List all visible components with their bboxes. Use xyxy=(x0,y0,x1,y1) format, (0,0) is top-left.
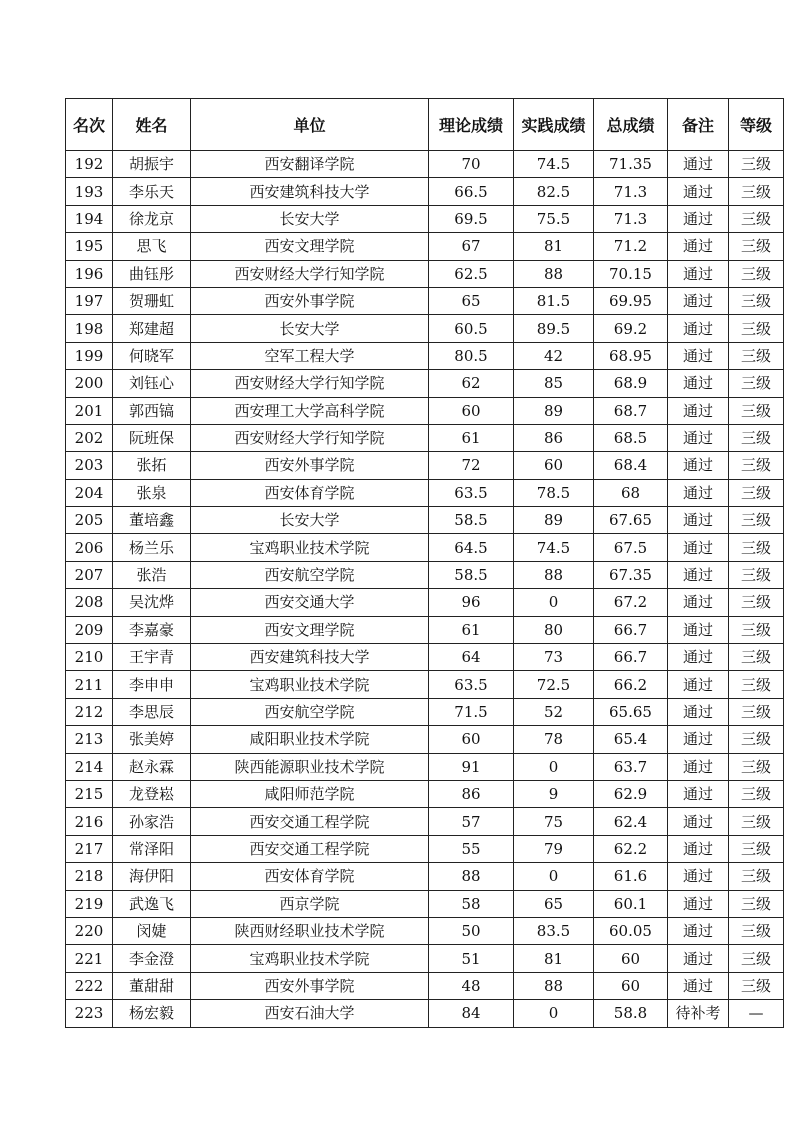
cell-unit: 西安石油大学 xyxy=(191,1000,429,1027)
cell-practice-score: 89.5 xyxy=(514,315,594,342)
cell-unit: 西安交通工程学院 xyxy=(191,808,429,835)
cell-total-score: 71.3 xyxy=(594,205,668,232)
cell-remark: 通过 xyxy=(668,260,729,287)
cell-practice-score: 9 xyxy=(514,780,594,807)
results-table xyxy=(65,98,784,1028)
cell-total-score: 61.6 xyxy=(594,863,668,890)
cell-theory-score: 61 xyxy=(429,616,514,643)
cell-remark: 通过 xyxy=(668,808,729,835)
cell-theory-score: 51 xyxy=(429,945,514,972)
cell-level: 三级 xyxy=(729,370,784,397)
cell-level: 三级 xyxy=(729,698,784,725)
cell-name: 郭西镐 xyxy=(113,397,191,424)
table-row xyxy=(66,1000,784,1027)
cell-total-score: 60 xyxy=(594,945,668,972)
cell-rank: 213 xyxy=(66,726,113,753)
cell-practice-score: 81 xyxy=(514,233,594,260)
cell-rank: 198 xyxy=(66,315,113,342)
cell-theory-score: 64.5 xyxy=(429,534,514,561)
cell-remark: 通过 xyxy=(668,753,729,780)
cell-unit: 西安外事学院 xyxy=(191,972,429,999)
table-row xyxy=(66,205,784,232)
table-row xyxy=(66,342,784,369)
cell-remark: 通过 xyxy=(668,507,729,534)
cell-rank: 195 xyxy=(66,233,113,260)
cell-rank: 215 xyxy=(66,780,113,807)
cell-level: 三级 xyxy=(729,863,784,890)
cell-remark: 通过 xyxy=(668,972,729,999)
cell-name: 董甜甜 xyxy=(113,972,191,999)
cell-name: 李申申 xyxy=(113,671,191,698)
header-unit: 单位 xyxy=(191,99,429,151)
cell-total-score: 68.9 xyxy=(594,370,668,397)
cell-practice-score: 74.5 xyxy=(514,151,594,178)
cell-rank: 196 xyxy=(66,260,113,287)
cell-remark: 通过 xyxy=(668,534,729,561)
cell-unit: 西安外事学院 xyxy=(191,452,429,479)
cell-remark: 通过 xyxy=(668,479,729,506)
cell-theory-score: 88 xyxy=(429,863,514,890)
cell-practice-score: 73 xyxy=(514,644,594,671)
cell-rank: 208 xyxy=(66,589,113,616)
cell-level: 三级 xyxy=(729,178,784,205)
cell-practice-score: 89 xyxy=(514,507,594,534)
cell-practice-score: 78.5 xyxy=(514,479,594,506)
cell-practice-score: 42 xyxy=(514,342,594,369)
table-row xyxy=(66,698,784,725)
cell-practice-score: 82.5 xyxy=(514,178,594,205)
cell-theory-score: 50 xyxy=(429,917,514,944)
cell-practice-score: 0 xyxy=(514,1000,594,1027)
cell-practice-score: 0 xyxy=(514,589,594,616)
cell-level: 三级 xyxy=(729,671,784,698)
cell-theory-score: 91 xyxy=(429,753,514,780)
table-row xyxy=(66,507,784,534)
cell-name: 李嘉豪 xyxy=(113,616,191,643)
cell-name: 武逸飞 xyxy=(113,890,191,917)
cell-level: 三级 xyxy=(729,315,784,342)
cell-level: 三级 xyxy=(729,561,784,588)
cell-total-score: 60.1 xyxy=(594,890,668,917)
cell-rank: 216 xyxy=(66,808,113,835)
cell-level: 三级 xyxy=(729,534,784,561)
cell-theory-score: 61 xyxy=(429,424,514,451)
cell-theory-score: 84 xyxy=(429,1000,514,1027)
table-row xyxy=(66,589,784,616)
cell-name: 闵婕 xyxy=(113,917,191,944)
cell-unit: 宝鸡职业技术学院 xyxy=(191,945,429,972)
cell-practice-score: 85 xyxy=(514,370,594,397)
header-rank: 名次 xyxy=(66,99,113,151)
cell-name: 杨宏毅 xyxy=(113,1000,191,1027)
table-row xyxy=(66,479,784,506)
cell-rank: 206 xyxy=(66,534,113,561)
cell-practice-score: 88 xyxy=(514,260,594,287)
cell-rank: 203 xyxy=(66,452,113,479)
cell-unit: 咸阳师范学院 xyxy=(191,780,429,807)
cell-total-score: 68.95 xyxy=(594,342,668,369)
cell-unit: 长安大学 xyxy=(191,507,429,534)
cell-rank: 192 xyxy=(66,151,113,178)
cell-total-score: 67.2 xyxy=(594,589,668,616)
table-row xyxy=(66,561,784,588)
cell-unit: 西安交通工程学院 xyxy=(191,835,429,862)
cell-total-score: 62.9 xyxy=(594,780,668,807)
table-row xyxy=(66,287,784,314)
cell-remark: 通过 xyxy=(668,698,729,725)
cell-name: 常泽阳 xyxy=(113,835,191,862)
cell-name: 王宇青 xyxy=(113,644,191,671)
cell-level: 三级 xyxy=(729,397,784,424)
cell-name: 张浩 xyxy=(113,561,191,588)
cell-unit: 空军工程大学 xyxy=(191,342,429,369)
cell-theory-score: 62 xyxy=(429,370,514,397)
cell-name: 郑建超 xyxy=(113,315,191,342)
cell-remark: 通过 xyxy=(668,589,729,616)
cell-rank: 201 xyxy=(66,397,113,424)
cell-name: 贺珊虹 xyxy=(113,287,191,314)
cell-name: 孙家浩 xyxy=(113,808,191,835)
table-row xyxy=(66,835,784,862)
cell-theory-score: 60 xyxy=(429,397,514,424)
table-row xyxy=(66,424,784,451)
cell-name: 何晓军 xyxy=(113,342,191,369)
cell-practice-score: 88 xyxy=(514,561,594,588)
cell-unit: 西安财经大学行知学院 xyxy=(191,370,429,397)
cell-rank: 193 xyxy=(66,178,113,205)
cell-practice-score: 72.5 xyxy=(514,671,594,698)
cell-theory-score: 96 xyxy=(429,589,514,616)
cell-level: 三级 xyxy=(729,233,784,260)
cell-unit: 西安建筑科技大学 xyxy=(191,178,429,205)
cell-unit: 西安理工大学高科学院 xyxy=(191,397,429,424)
cell-level: — xyxy=(729,1000,784,1027)
cell-remark: 通过 xyxy=(668,315,729,342)
cell-remark: 通过 xyxy=(668,287,729,314)
cell-total-score: 67.5 xyxy=(594,534,668,561)
cell-total-score: 62.4 xyxy=(594,808,668,835)
cell-name: 阮班保 xyxy=(113,424,191,451)
cell-total-score: 65.65 xyxy=(594,698,668,725)
cell-rank: 217 xyxy=(66,835,113,862)
cell-rank: 218 xyxy=(66,863,113,890)
cell-level: 三级 xyxy=(729,589,784,616)
cell-name: 张拓 xyxy=(113,452,191,479)
cell-name: 张美婷 xyxy=(113,726,191,753)
cell-name: 吴沈烨 xyxy=(113,589,191,616)
header-row xyxy=(66,99,784,151)
cell-remark: 通过 xyxy=(668,370,729,397)
cell-total-score: 66.7 xyxy=(594,644,668,671)
cell-remark: 通过 xyxy=(668,835,729,862)
table-body xyxy=(66,151,784,1028)
cell-level: 三级 xyxy=(729,205,784,232)
cell-theory-score: 58.5 xyxy=(429,561,514,588)
cell-theory-score: 62.5 xyxy=(429,260,514,287)
cell-theory-score: 58.5 xyxy=(429,507,514,534)
cell-remark: 通过 xyxy=(668,178,729,205)
header-total-score: 总成绩 xyxy=(594,99,668,151)
cell-total-score: 71.2 xyxy=(594,233,668,260)
cell-remark: 通过 xyxy=(668,917,729,944)
cell-practice-score: 52 xyxy=(514,698,594,725)
table-row xyxy=(66,863,784,890)
cell-name: 刘钰心 xyxy=(113,370,191,397)
cell-name: 李金澄 xyxy=(113,945,191,972)
cell-remark: 通过 xyxy=(668,945,729,972)
cell-theory-score: 60 xyxy=(429,726,514,753)
cell-practice-score: 81 xyxy=(514,945,594,972)
cell-level: 三级 xyxy=(729,972,784,999)
cell-rank: 221 xyxy=(66,945,113,972)
cell-name: 思飞 xyxy=(113,233,191,260)
cell-unit: 咸阳职业技术学院 xyxy=(191,726,429,753)
cell-theory-score: 63.5 xyxy=(429,671,514,698)
cell-rank: 200 xyxy=(66,370,113,397)
cell-level: 三级 xyxy=(729,507,784,534)
table-row xyxy=(66,726,784,753)
cell-remark: 通过 xyxy=(668,780,729,807)
cell-level: 三级 xyxy=(729,424,784,451)
cell-total-score: 60 xyxy=(594,972,668,999)
cell-name: 李乐天 xyxy=(113,178,191,205)
cell-level: 三级 xyxy=(729,945,784,972)
cell-total-score: 69.2 xyxy=(594,315,668,342)
cell-remark: 通过 xyxy=(668,452,729,479)
cell-level: 三级 xyxy=(729,260,784,287)
cell-remark: 通过 xyxy=(668,644,729,671)
cell-unit: 长安大学 xyxy=(191,205,429,232)
header-practice-score: 实践成绩 xyxy=(514,99,594,151)
cell-level: 三级 xyxy=(729,287,784,314)
cell-name: 李思辰 xyxy=(113,698,191,725)
cell-remark: 通过 xyxy=(668,561,729,588)
cell-rank: 211 xyxy=(66,671,113,698)
cell-rank: 204 xyxy=(66,479,113,506)
cell-name: 张泉 xyxy=(113,479,191,506)
cell-rank: 194 xyxy=(66,205,113,232)
cell-remark: 待补考 xyxy=(668,1000,729,1027)
cell-unit: 西安建筑科技大学 xyxy=(191,644,429,671)
cell-remark: 通过 xyxy=(668,863,729,890)
table-row xyxy=(66,151,784,178)
table-row xyxy=(66,370,784,397)
cell-level: 三级 xyxy=(729,616,784,643)
table-row xyxy=(66,616,784,643)
cell-rank: 209 xyxy=(66,616,113,643)
table-row xyxy=(66,753,784,780)
cell-practice-score: 81.5 xyxy=(514,287,594,314)
cell-rank: 222 xyxy=(66,972,113,999)
cell-level: 三级 xyxy=(729,835,784,862)
cell-unit: 西安文理学院 xyxy=(191,233,429,260)
cell-practice-score: 0 xyxy=(514,753,594,780)
cell-name: 赵永霖 xyxy=(113,753,191,780)
cell-remark: 通过 xyxy=(668,397,729,424)
cell-theory-score: 60.5 xyxy=(429,315,514,342)
cell-unit: 西安航空学院 xyxy=(191,561,429,588)
cell-theory-score: 64 xyxy=(429,644,514,671)
cell-remark: 通过 xyxy=(668,342,729,369)
cell-unit: 西安财经大学行知学院 xyxy=(191,424,429,451)
cell-unit: 陕西能源职业技术学院 xyxy=(191,753,429,780)
cell-practice-score: 75 xyxy=(514,808,594,835)
cell-unit: 长安大学 xyxy=(191,315,429,342)
table-row xyxy=(66,780,784,807)
cell-name: 徐龙京 xyxy=(113,205,191,232)
cell-theory-score: 72 xyxy=(429,452,514,479)
cell-practice-score: 75.5 xyxy=(514,205,594,232)
cell-remark: 通过 xyxy=(668,890,729,917)
cell-total-score: 71.3 xyxy=(594,178,668,205)
table-row xyxy=(66,397,784,424)
cell-theory-score: 69.5 xyxy=(429,205,514,232)
cell-level: 三级 xyxy=(729,726,784,753)
cell-rank: 223 xyxy=(66,1000,113,1027)
cell-total-score: 62.2 xyxy=(594,835,668,862)
header-name: 姓名 xyxy=(113,99,191,151)
cell-practice-score: 86 xyxy=(514,424,594,451)
cell-practice-score: 79 xyxy=(514,835,594,862)
cell-remark: 通过 xyxy=(668,671,729,698)
cell-level: 三级 xyxy=(729,753,784,780)
cell-rank: 220 xyxy=(66,917,113,944)
cell-total-score: 70.15 xyxy=(594,260,668,287)
cell-theory-score: 65 xyxy=(429,287,514,314)
cell-unit: 西安交通大学 xyxy=(191,589,429,616)
cell-remark: 通过 xyxy=(668,205,729,232)
cell-practice-score: 83.5 xyxy=(514,917,594,944)
cell-theory-score: 67 xyxy=(429,233,514,260)
cell-level: 三级 xyxy=(729,151,784,178)
cell-remark: 通过 xyxy=(668,233,729,260)
cell-practice-score: 60 xyxy=(514,452,594,479)
cell-total-score: 66.2 xyxy=(594,671,668,698)
cell-total-score: 68.7 xyxy=(594,397,668,424)
cell-total-score: 63.7 xyxy=(594,753,668,780)
cell-rank: 212 xyxy=(66,698,113,725)
cell-practice-score: 0 xyxy=(514,863,594,890)
table-row xyxy=(66,917,784,944)
table-row xyxy=(66,452,784,479)
cell-rank: 197 xyxy=(66,287,113,314)
cell-total-score: 68.5 xyxy=(594,424,668,451)
table-row xyxy=(66,315,784,342)
cell-remark: 通过 xyxy=(668,151,729,178)
cell-total-score: 66.7 xyxy=(594,616,668,643)
cell-theory-score: 55 xyxy=(429,835,514,862)
table-row xyxy=(66,534,784,561)
cell-rank: 219 xyxy=(66,890,113,917)
cell-unit: 西京学院 xyxy=(191,890,429,917)
table-row xyxy=(66,972,784,999)
cell-total-score: 68.4 xyxy=(594,452,668,479)
table-row xyxy=(66,671,784,698)
cell-name: 龙登崧 xyxy=(113,780,191,807)
cell-unit: 西安财经大学行知学院 xyxy=(191,260,429,287)
cell-rank: 214 xyxy=(66,753,113,780)
cell-unit: 西安体育学院 xyxy=(191,479,429,506)
cell-theory-score: 86 xyxy=(429,780,514,807)
cell-unit: 西安翻译学院 xyxy=(191,151,429,178)
cell-rank: 207 xyxy=(66,561,113,588)
cell-practice-score: 89 xyxy=(514,397,594,424)
cell-total-score: 68 xyxy=(594,479,668,506)
cell-level: 三级 xyxy=(729,890,784,917)
cell-level: 三级 xyxy=(729,780,784,807)
table-row xyxy=(66,178,784,205)
cell-rank: 205 xyxy=(66,507,113,534)
cell-name: 胡振宇 xyxy=(113,151,191,178)
cell-practice-score: 65 xyxy=(514,890,594,917)
table-row xyxy=(66,890,784,917)
cell-name: 杨兰乐 xyxy=(113,534,191,561)
table-row xyxy=(66,233,784,260)
header-remark: 备注 xyxy=(668,99,729,151)
cell-remark: 通过 xyxy=(668,616,729,643)
cell-unit: 西安外事学院 xyxy=(191,287,429,314)
cell-unit: 西安体育学院 xyxy=(191,863,429,890)
cell-rank: 202 xyxy=(66,424,113,451)
cell-name: 海伊阳 xyxy=(113,863,191,890)
cell-total-score: 71.35 xyxy=(594,151,668,178)
cell-rank: 210 xyxy=(66,644,113,671)
cell-level: 三级 xyxy=(729,342,784,369)
header-level: 等级 xyxy=(729,99,784,151)
cell-remark: 通过 xyxy=(668,726,729,753)
cell-practice-score: 88 xyxy=(514,972,594,999)
table-row xyxy=(66,260,784,287)
cell-theory-score: 58 xyxy=(429,890,514,917)
cell-theory-score: 57 xyxy=(429,808,514,835)
table-row xyxy=(66,808,784,835)
cell-level: 三级 xyxy=(729,479,784,506)
cell-theory-score: 63.5 xyxy=(429,479,514,506)
cell-unit: 西安航空学院 xyxy=(191,698,429,725)
cell-level: 三级 xyxy=(729,808,784,835)
cell-level: 三级 xyxy=(729,452,784,479)
cell-total-score: 67.35 xyxy=(594,561,668,588)
cell-theory-score: 66.5 xyxy=(429,178,514,205)
cell-unit: 宝鸡职业技术学院 xyxy=(191,671,429,698)
cell-rank: 199 xyxy=(66,342,113,369)
cell-unit: 宝鸡职业技术学院 xyxy=(191,534,429,561)
cell-total-score: 67.65 xyxy=(594,507,668,534)
cell-level: 三级 xyxy=(729,644,784,671)
cell-unit: 陕西财经职业技术学院 xyxy=(191,917,429,944)
cell-practice-score: 78 xyxy=(514,726,594,753)
cell-practice-score: 74.5 xyxy=(514,534,594,561)
table-row xyxy=(66,945,784,972)
cell-total-score: 69.95 xyxy=(594,287,668,314)
cell-theory-score: 71.5 xyxy=(429,698,514,725)
cell-level: 三级 xyxy=(729,917,784,944)
cell-theory-score: 80.5 xyxy=(429,342,514,369)
cell-practice-score: 80 xyxy=(514,616,594,643)
cell-total-score: 65.4 xyxy=(594,726,668,753)
cell-theory-score: 70 xyxy=(429,151,514,178)
cell-total-score: 60.05 xyxy=(594,917,668,944)
cell-name: 曲钰彤 xyxy=(113,260,191,287)
cell-remark: 通过 xyxy=(668,424,729,451)
cell-theory-score: 48 xyxy=(429,972,514,999)
header-theory-score: 理论成绩 xyxy=(429,99,514,151)
table-row xyxy=(66,644,784,671)
cell-total-score: 58.8 xyxy=(594,1000,668,1027)
cell-unit: 西安文理学院 xyxy=(191,616,429,643)
cell-name: 董培鑫 xyxy=(113,507,191,534)
